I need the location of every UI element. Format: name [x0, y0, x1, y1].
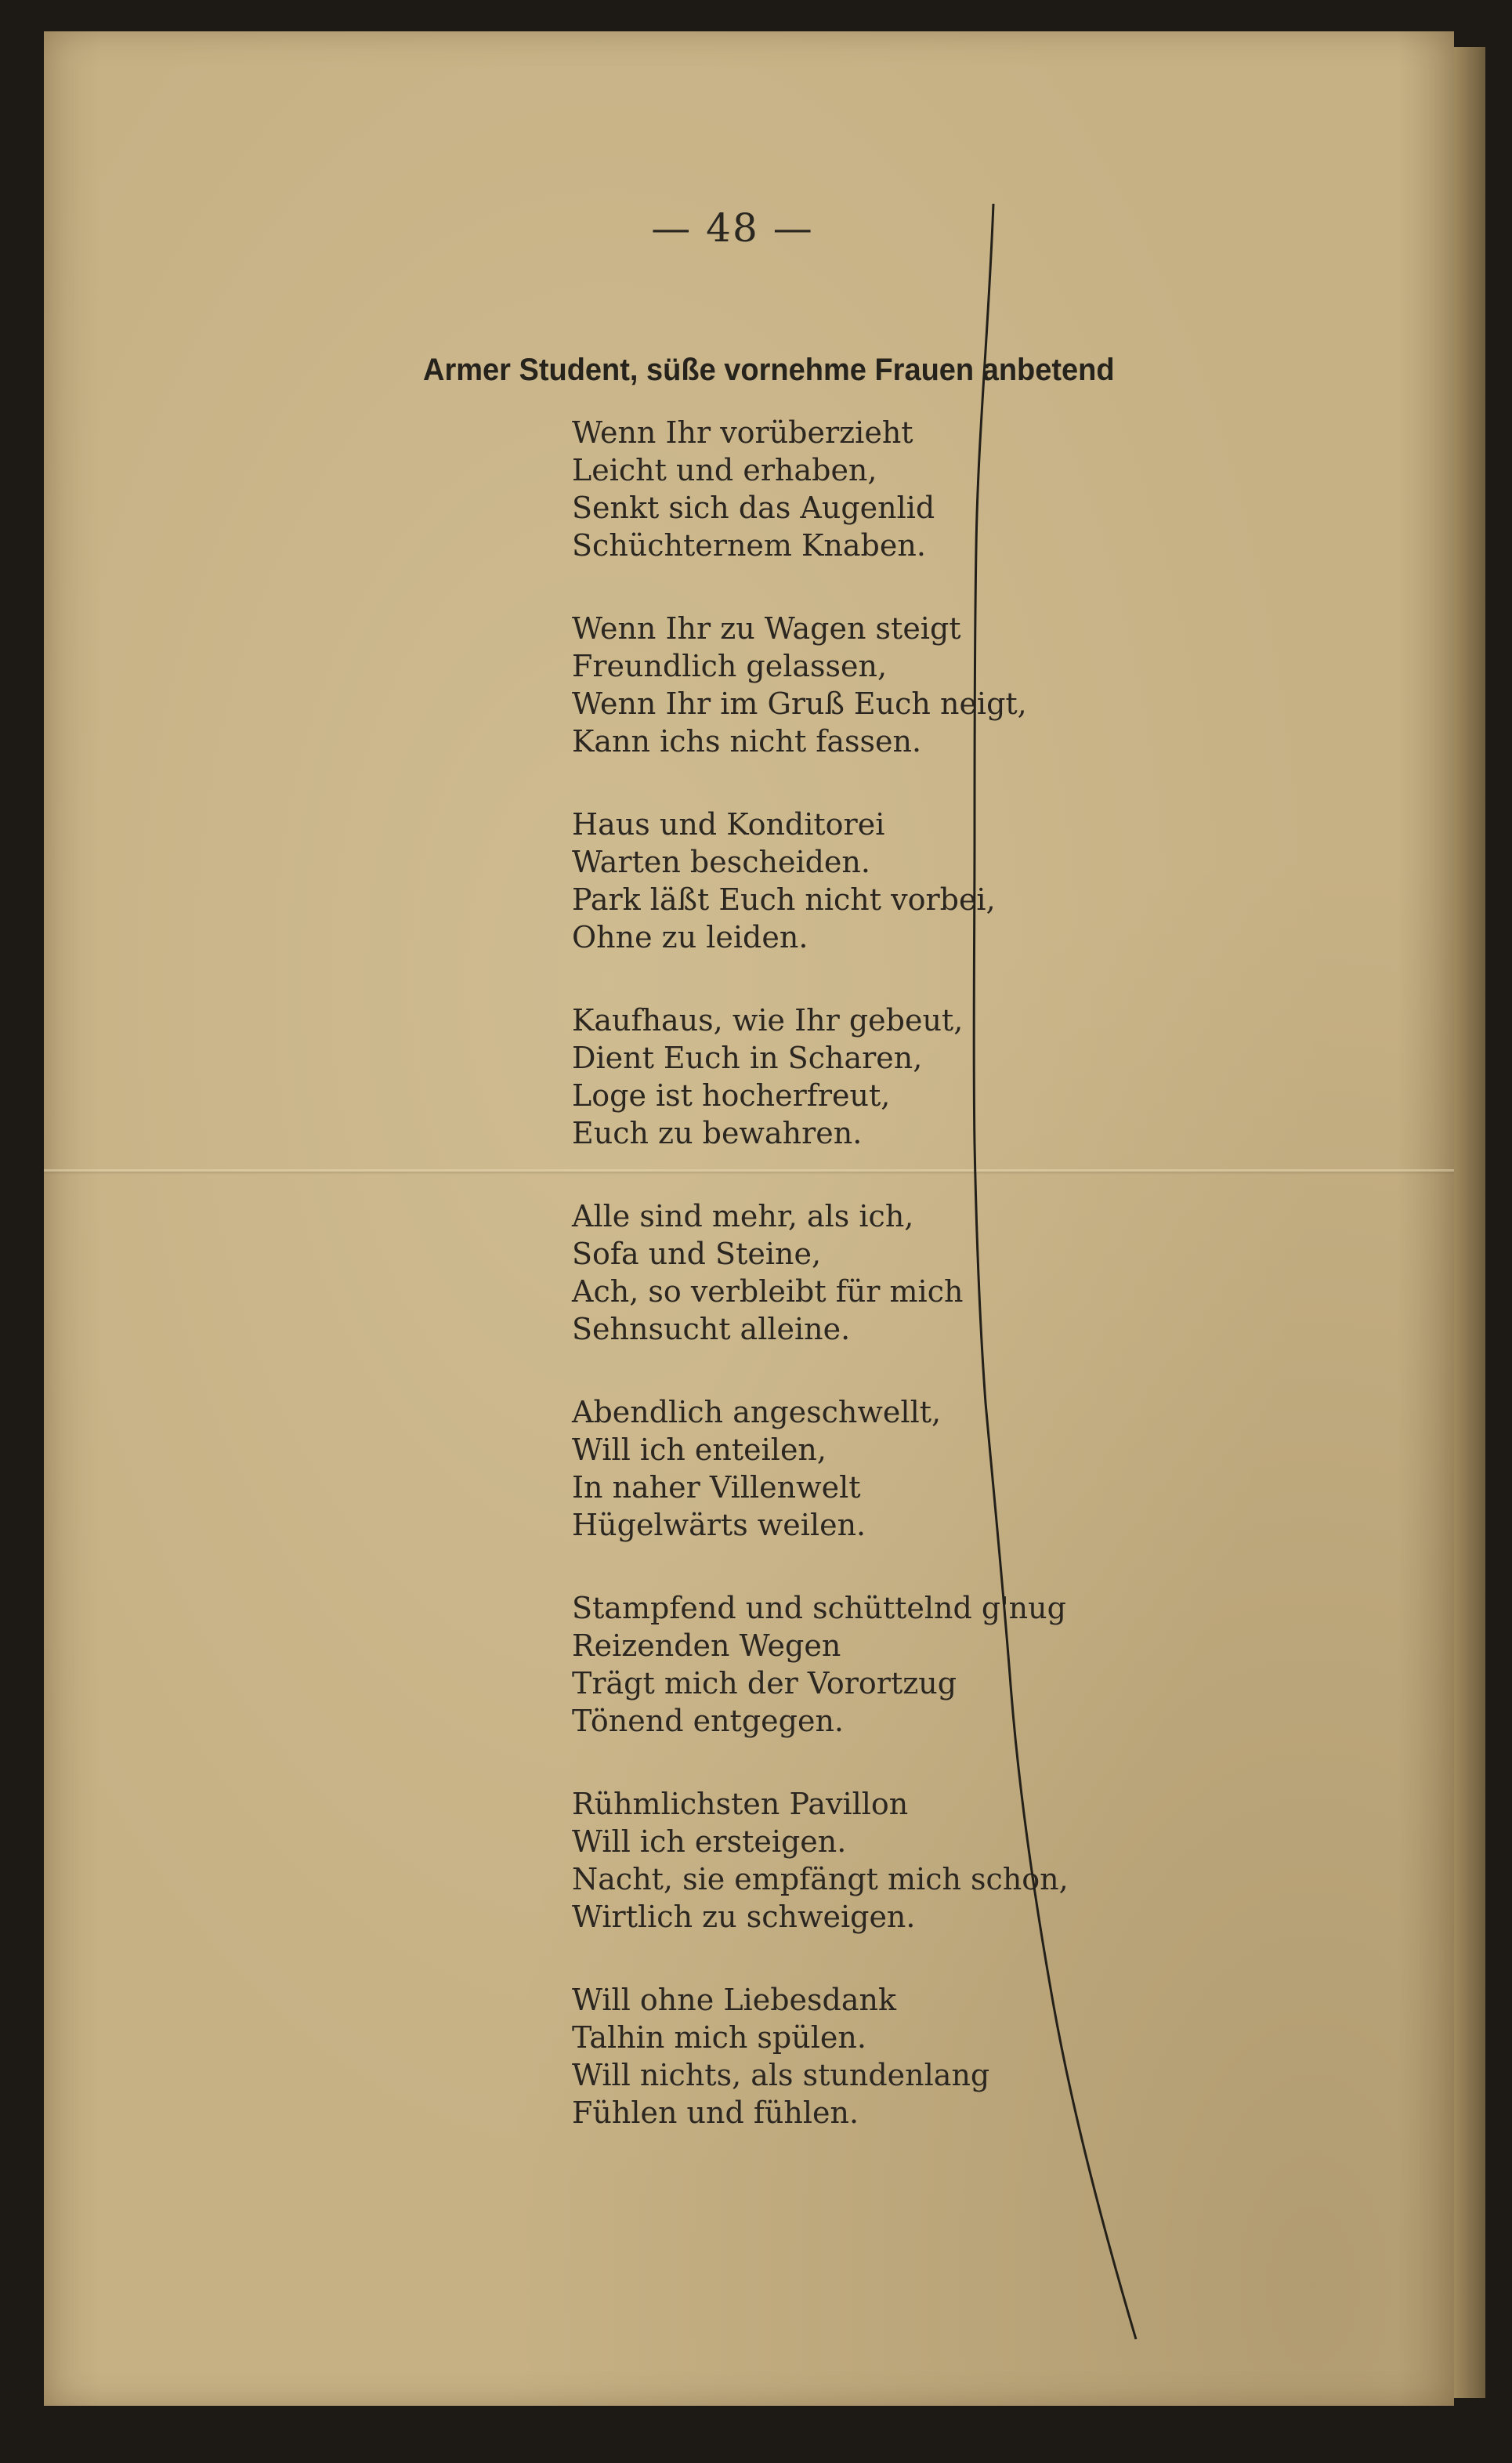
stanza [572, 1197, 1069, 1348]
verse-line: Ach, so verbleibt für mich [572, 1274, 964, 1309]
page-number: — 48 — [651, 205, 814, 251]
verse-line: Kaufhaus, wie Ihr gebeut, [572, 1003, 964, 1038]
verse-line: In naher Villenwelt [572, 1470, 861, 1505]
verse-line: Rühmlichsten Pavillon [572, 1787, 909, 1821]
stanza [572, 1393, 1069, 1544]
verse-line: Warten bescheiden. [572, 845, 870, 879]
stanza [572, 1785, 1069, 1936]
verse-line: Loge ist hocherfreut, [572, 1078, 891, 1113]
verse-line: Hügelwärts weilen. [572, 1508, 866, 1542]
verse-line: Wenn Ihr vorüberzieht [572, 415, 913, 450]
stanza [572, 806, 1069, 956]
stanza [572, 610, 1069, 760]
verse-line: Kann ichs nicht fassen. [572, 724, 922, 759]
verse-line: Stampfend und schüttelnd g'nug [572, 1591, 1066, 1625]
verse-line: Wenn Ihr zu Wagen steigt [572, 611, 961, 646]
verse-line: Schüchternem Knaben. [572, 528, 926, 563]
stanza [572, 414, 1069, 564]
verse-line: Nacht, sie empfängt mich schon, [572, 1862, 1069, 1896]
poem-body [572, 414, 1069, 2177]
verse-line: Tönend entgegen. [572, 1704, 845, 1738]
poem-title: Armer Student, süße vornehme Frauen anbetend [423, 353, 1115, 387]
verse-line: Abendlich angeschwellt, [572, 1395, 942, 1429]
verse-line: Will ich ersteigen. [572, 1824, 847, 1859]
verse-line: Will ohne Liebesdank [572, 1983, 896, 2017]
verse-line: Talhin mich spülen. [572, 2020, 866, 2055]
verse-line: Dient Euch in Scharen, [572, 1041, 923, 1075]
verse-line: Will nichts, als stundenlang [572, 2058, 990, 2092]
stanza [572, 1001, 1069, 1152]
verse-line: Reizenden Wegen [572, 1628, 841, 1663]
verse-line: Haus und Konditorei [572, 807, 885, 842]
verse-line: Trägt mich der Vorortzug [572, 1666, 957, 1701]
verse-line: Ohne zu leiden. [572, 920, 808, 954]
verse-line: Fühlen und fühlen. [572, 2095, 859, 2130]
verse-line: Senkt sich das Augenlid [572, 491, 935, 525]
verse-line: Sofa und Steine, [572, 1237, 822, 1271]
verse-line: Wirtlich zu schweigen. [572, 1900, 916, 1934]
verse-line: Park läßt Euch nicht vorbei, [572, 882, 996, 917]
stanza [572, 1589, 1069, 1740]
stanza [572, 1981, 1069, 2132]
verse-line: Will ich enteilen, [572, 1433, 827, 1467]
verse-line: Sehnsucht alleine. [572, 1312, 851, 1346]
verse-line: Leicht und erhaben, [572, 453, 877, 487]
verse-line: Euch zu bewahren. [572, 1116, 863, 1150]
verse-line: Alle sind mehr, als ich, [572, 1199, 914, 1233]
verse-line: Wenn Ihr im Gruß Euch neigt, [572, 686, 1027, 721]
page-edge [1454, 47, 1485, 2398]
verse-line: Freundlich gelassen, [572, 649, 888, 683]
